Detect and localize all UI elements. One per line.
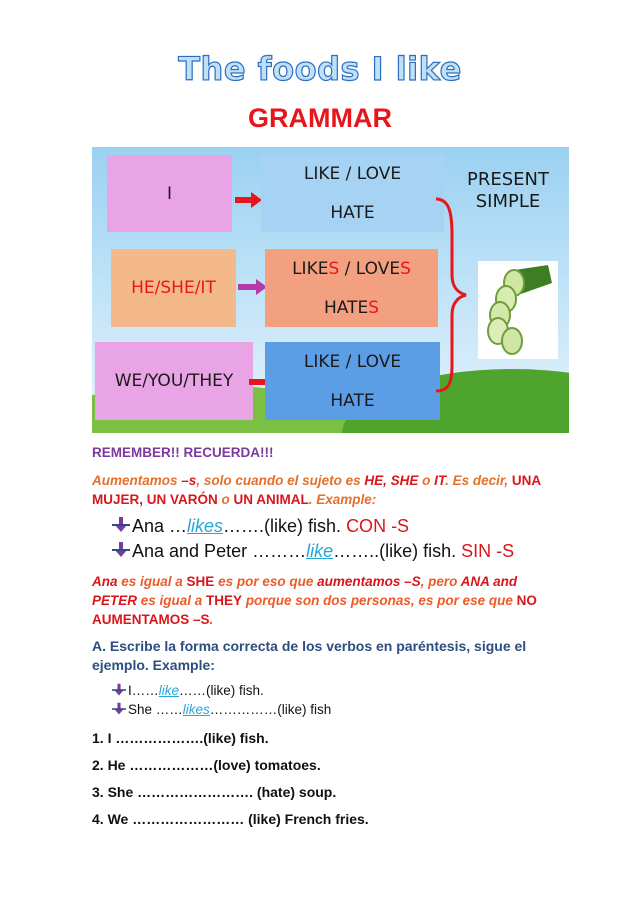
grammar-diagram bbox=[92, 147, 569, 433]
rule-paragraph: Aumentamos –s, solo cuando el sujeto es HE, SHE o IT. Es decir, UNA MUJER, UN VARÓN o UN ANIMAL. Example: bbox=[92, 473, 541, 507]
arrow-bullet-icon bbox=[112, 683, 126, 697]
present-simple-label: PRESENT SIMPLE bbox=[467, 169, 549, 212]
subject-label: HE/SHE/IT bbox=[131, 278, 216, 298]
exercise-instruction: A. Escribe la forma correcta de los verbos en paréntesis, sigue el ejemplo. Example: bbox=[92, 638, 527, 673]
example-line: Ana …likes…….(like) fish. CON -S bbox=[112, 516, 409, 537]
subject-box-i bbox=[107, 155, 232, 232]
brace-icon bbox=[430, 195, 470, 395]
page-title: The foods I like bbox=[178, 50, 462, 88]
verb-hate: HATE bbox=[330, 202, 375, 223]
exercise-question: 4. We …………………… (like) French fries. bbox=[92, 811, 369, 827]
verb-box-plural bbox=[265, 342, 440, 420]
explanation-paragraph: Ana es igual a SHE es por eso que aumentamos –S, pero ANA and PETER es igual a THEY porque son dos personas, es por ese que NO AUMENTAMOS –S. bbox=[92, 574, 537, 627]
cucumber-image bbox=[478, 261, 558, 359]
arrow-bullet-icon bbox=[112, 516, 130, 534]
remember-heading: REMEMBER!! RECUERDA!!! bbox=[92, 445, 274, 460]
verb-like-love: LIKE / LOVE bbox=[303, 351, 402, 372]
verb-hates: HATES bbox=[323, 297, 379, 318]
exercise-question: 3. She ……………………. (hate) soup. bbox=[92, 784, 337, 800]
subject-label: I bbox=[166, 183, 172, 204]
subject-box-he-she-it bbox=[111, 249, 236, 327]
subject-box-we-you-they bbox=[95, 342, 253, 420]
verb-box-base bbox=[261, 155, 444, 232]
arrow-bullet-icon bbox=[112, 702, 126, 716]
example-line: Ana and Peter ………like……..(like) fish. SIN -S bbox=[112, 541, 514, 562]
verb-like-love: LIKE / LOVE bbox=[303, 164, 402, 185]
sample-line: She ……likes……………(like) fish bbox=[112, 702, 331, 717]
sample-line: I……like……(like) fish. bbox=[112, 683, 264, 698]
verb-hate: HATE bbox=[330, 390, 375, 411]
verb-likes-loves: LIKES / LOVES bbox=[292, 258, 411, 279]
subject-label: WE/YOU/THEY bbox=[114, 371, 234, 391]
verb-box-third-person bbox=[265, 249, 438, 327]
arrow-right-icon bbox=[235, 191, 263, 209]
arrow-right-icon bbox=[238, 278, 268, 296]
section-heading: GRAMMAR bbox=[248, 103, 392, 133]
arrow-bullet-icon bbox=[112, 541, 130, 559]
exercise-question: 1. I ……………….(like) fish. bbox=[92, 730, 269, 746]
exercise-question: 2. He ………………(love) tomatoes. bbox=[92, 757, 321, 773]
